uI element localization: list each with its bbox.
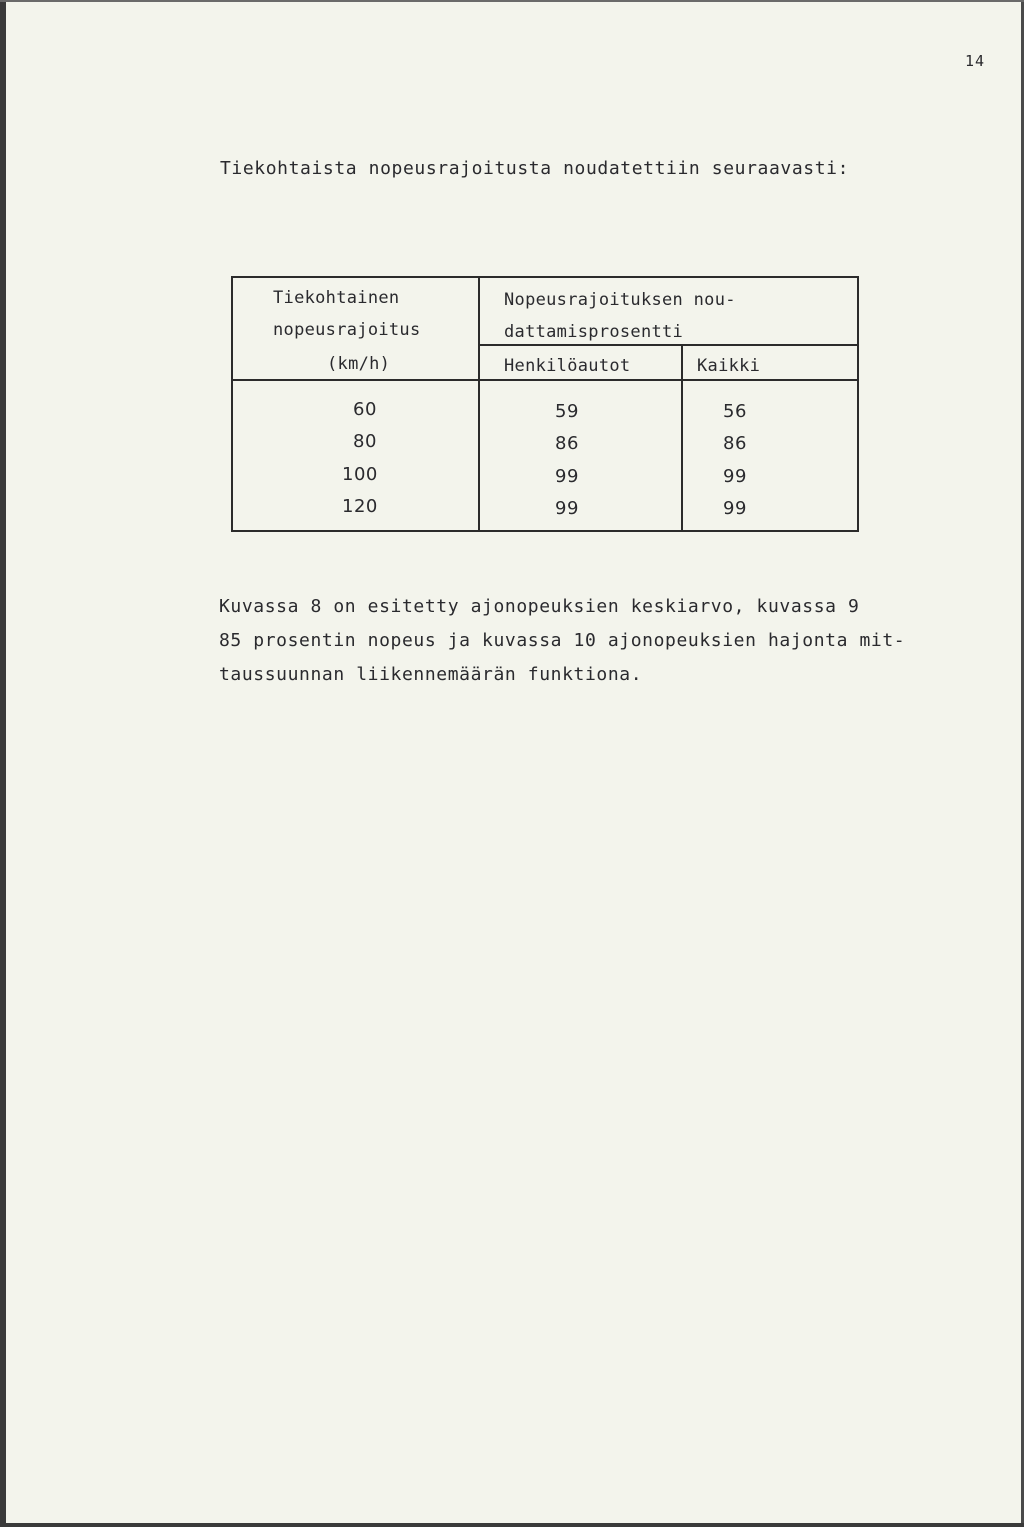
body-paragraph [219, 590, 999, 692]
subheader-all: Kaikki [697, 356, 761, 376]
table-cell: 59 [555, 401, 579, 422]
table-divider [478, 344, 859, 346]
table-cell: 60 [353, 399, 377, 420]
table-cell: 56 [723, 401, 747, 422]
col1-header-line: nopeusrajoitus [273, 320, 421, 340]
table-cell: 99 [723, 498, 747, 519]
table-cell: 100 [342, 464, 378, 485]
group-header-line: Nopeusrajoituksen nou- [504, 290, 736, 310]
col1-header-line: Tiekohtainen [273, 288, 400, 308]
page-number: 14 [965, 52, 986, 70]
table-cell: 99 [723, 466, 747, 487]
table-cell: 86 [555, 433, 579, 454]
group-header-line: dattamisprosentti [504, 322, 684, 342]
paragraph-line: 85 prosentin nopeus ja kuvassa 10 ajonopeuksien hajonta mit- [219, 630, 906, 651]
table-cell: 80 [353, 431, 377, 452]
subheader-cars: Henkilöautot [504, 356, 631, 376]
table-divider [681, 346, 683, 530]
speed-limit-compliance-table [231, 276, 859, 532]
paragraph-line: Kuvassa 8 on esitetty ajonopeuksien keskiarvo, kuvassa 9 [219, 596, 860, 617]
intro-sentence: Tiekohtaista nopeusrajoitusta noudatettiin seuraavasti: [220, 158, 850, 179]
table-cell: 86 [723, 433, 747, 454]
table-divider [233, 379, 859, 381]
table-divider [478, 278, 480, 530]
scan-edge-left [0, 0, 6, 1527]
table-cell: 99 [555, 466, 579, 487]
table-cell: 120 [342, 496, 378, 517]
paragraph-line: taussuunnan liikennemäärän funktiona. [219, 664, 643, 685]
scan-edge-bottom [0, 1523, 1024, 1527]
scan-edge-top [0, 0, 1024, 2]
table-cell: 99 [555, 498, 579, 519]
col1-header-line: (km/h) [327, 354, 391, 374]
